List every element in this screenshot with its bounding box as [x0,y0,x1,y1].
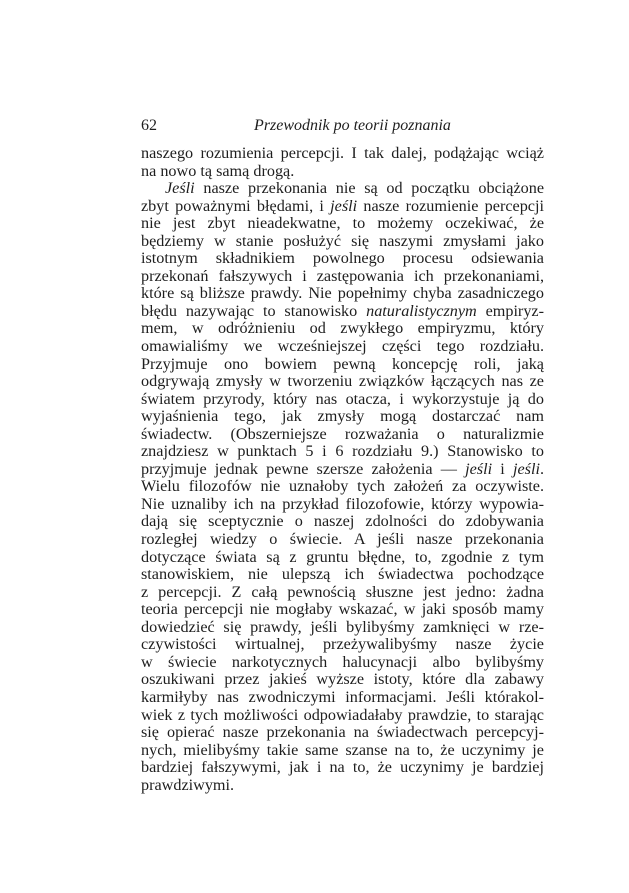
text-line [141,531,544,549]
text-segment: bardziej fałszywymi, jak i na to, że uczynimy je bardziej [141,759,544,777]
text-segment: znajdziesz w punktach 5 i 6 rozdziału 9.) Stanowisko to [141,443,544,461]
text-segment: nych, mielibyśmy takie same szanse na to, że uczynimy je [141,741,544,759]
text-line [141,145,544,163]
text-segment: w świecie narkotycznych halucynacji albo bylibyśmy [141,653,544,671]
text-segment: i [492,460,513,478]
text-segment: dowiedzieć się prawdy, jeśli bylibyśmy zamknięci w rze- [141,618,544,636]
text-segment: empiryz- [476,302,544,320]
text-line [141,320,544,338]
text-line [141,250,544,268]
text-line [141,636,544,654]
text-line [141,584,544,602]
text-line [141,285,544,303]
italic-text: jeśli [330,197,358,215]
italic-text: jeśli [512,460,540,478]
text-line [141,408,544,426]
text-line [141,707,544,725]
text-segment: omawialiśmy we wcześniejszej części tego rozdziału. [141,338,544,356]
text-line [141,303,544,321]
text-line [141,268,544,286]
text-segment: nasze rozumienie percepcji [357,197,544,215]
text-line [141,356,544,374]
text-segment: światem przyrody, który nas otacza, i wykorzystuje ją do [141,390,544,408]
text-segment: oszukiwani przez jakieś wyższe istoty, które dla zabawy [141,671,544,689]
text-line [141,180,544,198]
text-line [141,549,544,567]
page-number: 62 [141,117,157,134]
italic-text: naturalistycznym [366,302,477,320]
text-segment: przyjmuje jednak pewne szersze założenia — [141,460,466,478]
text-line [141,601,544,619]
text-segment: nie jest zbyt nieadekwatne, to możemy oczekiwać, że [141,215,544,233]
text-line [141,461,544,479]
text-line [141,724,544,742]
text-segment: dają się sceptycznie o naszej zdolności do zdobywania [141,513,544,531]
text-segment: na nowo tą samą drogą. [141,162,295,180]
text-segment: odgrywają zmysły w tworzeniu związków łączących nas ze [141,373,544,391]
text-line [141,163,544,181]
text-segment: stanowiskiem, nie ulepszą ich świadectwa pochodzące [141,566,544,584]
text-segment: teoria percepcji nie mogłaby wskazać, w jaki sposób mamy [141,601,544,619]
text-segment: karmiłyby nas zwodniczymi informacjami. Jeśli którakol- [141,688,544,706]
text-segment: Nie uznaliby ich na przykład filozofowie, którzy wypowia- [141,495,544,513]
text-line [141,513,544,531]
italic-text: Jeśli [165,180,195,198]
text-segment: rozległej wiedzy o świecie. A jeśli nasze przekonania [141,531,544,549]
text-segment: przekonań fałszywych i zastępowania ich przekonaniami, [141,267,544,285]
text-segment: zbyt poważnymi błędami, i [141,197,331,215]
text-line [141,426,544,444]
text-line [141,689,544,707]
text-segment: mem, w odróżnieniu od zwykłego empiryzmu, który [141,320,544,338]
text-segment: wiek z tych możliwości odpowiadałaby prawdzie, to starając [141,706,544,724]
text-segment: się opierać nasze przekonania na świadectwach percepcyj- [141,724,544,742]
text-segment: nasze przekonania nie są od początku obciążone [194,180,544,198]
text-segment: które są bliższe prawdy. Nie popełnimy chyba zasadniczego [141,285,544,303]
text-segment: Przyjmuje ono bowiem pewną koncepcję roli, jaką [141,355,544,373]
text-segment: istotnym składnikiem powolnego procesu odsiewania [141,250,544,268]
text-segment: . [539,460,544,478]
text-segment: świadectw. (Obszerniejsze rozważania o naturalizmie [141,425,544,443]
running-title: Przewodnik po teorii poznania [254,117,451,134]
text-segment: naszego rozumienia percepcji. I tak dalej, podążając wciąż [141,145,544,162]
text-line [141,566,544,584]
text-line [141,777,544,795]
italic-text: jeśli [465,460,493,478]
text-segment: z percepcji. Z całą pewnością słuszne jest jedno: żadna [141,583,544,601]
text-line [141,233,544,251]
text-segment: czywistości wirtualnej, przeżywalibyśmy nasze życie [141,636,544,654]
text-line [141,742,544,760]
text-line [141,373,544,391]
text-line [141,496,544,514]
text-line [141,391,544,409]
text-line [141,198,544,216]
text-segment: prawdziwymi. [141,776,235,794]
page-header [141,117,544,137]
text-segment: dotyczące świata są z gruntu błędne, to, zgodnie z tym [141,548,544,566]
text-segment: błędu nazywając to stanowisko [141,302,367,320]
text-line [141,338,544,356]
text-segment: wyjaśnienia tego, jak zmysły mogą dostarczać nam [141,408,544,426]
text-line [141,215,544,233]
text-segment: Wielu filozofów nie uznałoby tych założeń za oczywiste. [141,478,544,496]
body-text [141,145,544,794]
text-line [141,443,544,461]
text-line [141,619,544,637]
text-segment: będziemy w stanie posłużyć się naszymi zmysłami jako [141,232,544,250]
text-line [141,759,544,777]
text-line [141,654,544,672]
text-line [141,671,544,689]
text-line [141,478,544,496]
